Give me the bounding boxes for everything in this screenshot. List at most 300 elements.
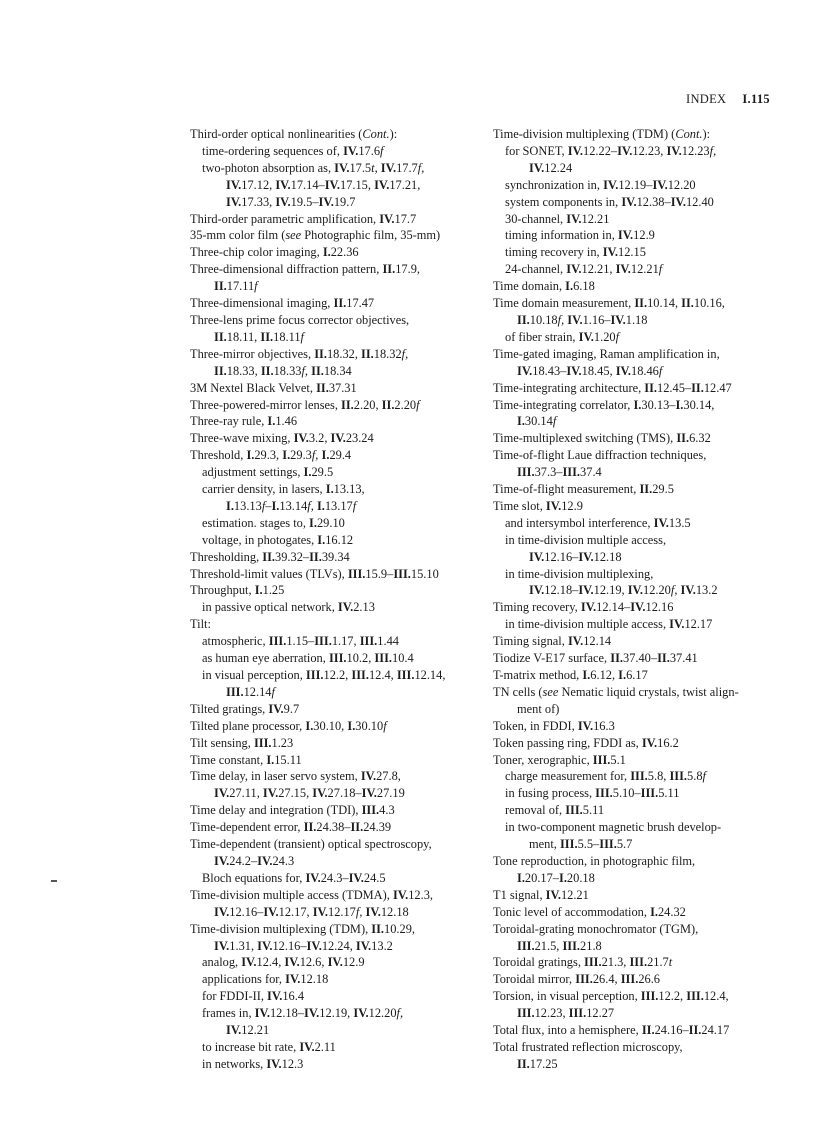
entry-text: Time-division multiplexing (TDM), xyxy=(190,921,372,936)
entry-text: 12.2, xyxy=(658,989,687,1004)
entry-text: 17.11 xyxy=(226,279,255,294)
entry-text: 24.39 xyxy=(363,820,392,835)
entry-text: frames in, xyxy=(202,1006,255,1021)
margin-mark xyxy=(51,880,57,882)
index-entry-line xyxy=(493,718,793,735)
entry-text: 12.3 xyxy=(281,1056,304,1071)
entry-text: 37.4 xyxy=(580,465,602,480)
entry-text: 17.7 xyxy=(394,211,417,226)
volume-ref: IV. xyxy=(566,211,582,226)
volume-ref: IV. xyxy=(284,955,300,970)
entry-text: 21.3, xyxy=(601,955,630,970)
entry-text: 2.20 xyxy=(394,397,417,412)
entry-text: for SONET, xyxy=(505,143,568,158)
entry-text: 10.2, xyxy=(346,651,375,666)
volume-ref: IV. xyxy=(578,549,594,564)
entry-text: 18.11 xyxy=(273,329,301,344)
entry-text: 27.11, xyxy=(229,786,263,801)
entry-text: Third-order parametric amplification, xyxy=(190,211,380,226)
entry-text: 29.5 xyxy=(652,482,674,497)
volume-ref: III. xyxy=(253,735,272,750)
entry-text: Time-of-flight measurement, xyxy=(493,482,640,497)
volume-ref: III. xyxy=(592,752,611,767)
entry-text: 21.5, xyxy=(534,938,563,953)
volume-ref: II. xyxy=(333,296,347,311)
entry-text: 12.47 xyxy=(703,380,732,395)
entry-text: Toroidal-grating monochromator (TGM), xyxy=(493,921,699,936)
index-entry-line xyxy=(493,667,793,684)
index-entry-line xyxy=(493,988,793,1005)
index-entry-line xyxy=(190,430,485,447)
entry-text: in visual perception, xyxy=(202,668,306,682)
volume-ref: IV. xyxy=(566,262,582,277)
entry-text: Bloch equations for, xyxy=(202,870,306,885)
entry-text: 12.14 xyxy=(583,634,612,649)
entry-text: 29.3 xyxy=(290,448,312,463)
entry-text: Tonic level of accommodation, xyxy=(493,904,651,919)
entry-text: 37.3– xyxy=(534,465,563,480)
entry-text: 27.8, xyxy=(376,769,401,784)
entry-text: 15.9– xyxy=(365,566,394,581)
volume-ref: IV. xyxy=(275,177,291,192)
index-entry-line xyxy=(190,701,485,718)
entry-text: 18.45, xyxy=(581,363,616,378)
volume-ref: IV. xyxy=(214,904,230,919)
entry-text: 12.19, xyxy=(593,583,628,598)
italic-text: f, xyxy=(396,1006,404,1021)
italic-text: f xyxy=(352,498,357,513)
index-entry-line xyxy=(493,684,793,701)
entry-text: Three-chip color imaging, xyxy=(190,245,323,260)
index-entry-line xyxy=(493,430,793,447)
volume-ref: IV. xyxy=(361,786,377,801)
entry-text: 1.18 xyxy=(625,312,648,327)
italic-text: f xyxy=(254,279,258,294)
index-entry-line xyxy=(493,938,793,955)
volume-ref: IV. xyxy=(254,1006,270,1021)
volume-ref: IV. xyxy=(615,363,631,378)
entry-text: in fusing process, xyxy=(505,786,596,801)
entry-text: 1.44 xyxy=(377,634,399,649)
index-entry-line xyxy=(190,549,485,566)
entry-text: Time-division multiplexing (TDM) ( xyxy=(493,127,676,141)
index-entry-line xyxy=(493,295,793,312)
entry-text: 18.43– xyxy=(532,363,567,378)
entry-text: Threshold-limit values (TLVs), xyxy=(190,566,348,581)
index-entry-line xyxy=(190,752,485,769)
entry-text: 12.20 xyxy=(667,177,696,192)
entry-text: in time-division multiple access, xyxy=(505,617,670,632)
volume-ref: I. xyxy=(226,498,234,513)
entry-text: 6.18 xyxy=(573,279,595,294)
entry-text: 17.47 xyxy=(346,296,375,311)
volume-ref: IV. xyxy=(617,228,634,243)
index-entry-line xyxy=(190,870,485,887)
volume-ref: II. xyxy=(382,262,396,277)
entry-text: Three-dimensional diffraction pattern, xyxy=(190,262,383,277)
entry-text: 13.2 xyxy=(371,938,393,953)
entry-text: 24.3– xyxy=(320,870,349,885)
entry-text: 29.3, xyxy=(254,448,283,463)
italic-text: f xyxy=(271,684,275,699)
entry-text: 20.18 xyxy=(566,870,595,885)
entry-text: in two-component magnetic brush develop- xyxy=(505,820,722,835)
volume-ref: II. xyxy=(350,820,364,835)
entry-text: Timing recovery, xyxy=(493,600,581,615)
entry-text: 17.7 xyxy=(396,160,418,175)
volume-ref: III. xyxy=(686,989,704,1004)
entry-text: 12.24 xyxy=(544,160,573,175)
entry-text: adjustment settings, xyxy=(202,465,304,480)
entry-text: 30.14, xyxy=(683,397,715,412)
entry-text: Nematic liquid crystals, twist align- xyxy=(558,684,739,699)
volume-ref: III. xyxy=(351,668,369,682)
entry-text: 24.5 xyxy=(363,870,386,885)
volume-ref: II. xyxy=(517,1056,530,1071)
volume-ref: IV. xyxy=(392,887,409,902)
index-entry-line xyxy=(493,397,793,414)
index-entry-line xyxy=(190,312,485,329)
entry-text: 26.6 xyxy=(638,972,660,987)
index-entry-line xyxy=(493,921,793,938)
volume-ref: III. xyxy=(517,1006,535,1021)
entry-text: 13.5 xyxy=(668,515,691,530)
volume-ref: IV. xyxy=(610,312,626,327)
entry-text: Throughput, xyxy=(190,583,255,598)
entry-text: 5.10– xyxy=(612,786,641,801)
volume-ref: IV. xyxy=(353,1006,369,1021)
volume-ref: II. xyxy=(691,380,704,395)
entry-text: 12.20 xyxy=(368,1006,397,1021)
entry-text: 24.2– xyxy=(229,853,258,868)
italic-text: f xyxy=(702,769,706,784)
entry-text: Tilted plane processor, xyxy=(190,718,306,733)
entry-text: 13.2 xyxy=(695,583,718,598)
italic-text: f, xyxy=(401,346,409,361)
volume-ref: IV. xyxy=(529,583,545,598)
entry-text: 17.21, xyxy=(389,177,421,192)
entry-text: synchronization in, xyxy=(505,177,604,192)
entry-text: Torsion, in visual perception, xyxy=(493,989,641,1004)
entry-text: 1.23 xyxy=(271,735,294,750)
italic-text: f, xyxy=(557,312,565,327)
italic-text: f xyxy=(300,329,304,344)
entry-text: ment of) xyxy=(517,701,560,716)
index-entry-line xyxy=(493,1056,793,1073)
volume-ref: I. xyxy=(650,904,658,919)
index-entry-line xyxy=(493,954,793,971)
index-entry-line xyxy=(493,836,793,853)
volume-ref: IV. xyxy=(262,786,279,801)
entry-text: 16.4 xyxy=(282,989,305,1004)
entry-text: 18.46 xyxy=(631,363,659,378)
volume-ref: I. xyxy=(618,668,627,682)
entry-text: 12.17 xyxy=(328,904,356,919)
entry-text: Total flux, into a hemisphere, xyxy=(493,1023,642,1038)
entry-text: 1.16– xyxy=(582,312,611,327)
volume-ref: IV. xyxy=(567,143,584,158)
index-entry-line xyxy=(190,126,485,143)
volume-ref: III. xyxy=(575,972,593,987)
index-entry-line xyxy=(493,701,793,718)
entry-text: Time slot, xyxy=(493,498,546,513)
entry-text: 12.40 xyxy=(685,194,714,209)
entry-text: 12.24, xyxy=(321,938,356,953)
volume-ref: IV. xyxy=(666,143,682,158)
entry-text: 37.41 xyxy=(669,651,698,666)
entry-text: 12.9 xyxy=(561,498,583,513)
index-entry-line xyxy=(190,397,485,414)
entry-text: 17.33, xyxy=(241,194,276,209)
entry-text: 6.12, xyxy=(590,668,619,682)
index-entry-line xyxy=(190,447,485,464)
entry-text: 30.14 xyxy=(524,414,553,429)
index-entry-line xyxy=(493,329,793,346)
entry-text: 17.9, xyxy=(395,262,420,277)
entry-text: 12.18 xyxy=(300,972,329,987)
italic-text: f, xyxy=(355,904,363,919)
volume-ref: IV. xyxy=(680,583,696,598)
volume-ref: IV. xyxy=(578,329,594,344)
entry-text: 10.14, xyxy=(647,296,682,311)
entry-text: 17.15, xyxy=(340,177,375,192)
entry-text: 10.16, xyxy=(693,296,725,311)
entry-text: 13.14 xyxy=(279,498,308,513)
index-entry-line xyxy=(493,261,793,278)
index-entry-line xyxy=(190,160,485,177)
volume-ref: I. xyxy=(246,448,255,463)
entry-text: 5.11 xyxy=(658,786,680,801)
volume-ref: I. xyxy=(675,397,684,412)
volume-ref: IV. xyxy=(360,769,377,784)
entry-text: 2.11 xyxy=(314,1039,336,1054)
index-entry-line xyxy=(190,938,485,955)
index-entry-line xyxy=(493,211,793,228)
volume-ref: II. xyxy=(639,482,653,497)
volume-ref: III. xyxy=(620,972,639,987)
volume-ref: II. xyxy=(681,296,694,311)
volume-ref: IV. xyxy=(365,904,381,919)
entry-text: 5.8 xyxy=(687,769,703,784)
entry-text: 12.23, xyxy=(632,143,667,158)
volume-ref: IV. xyxy=(580,600,597,615)
entry-text: time-ordering sequences of, xyxy=(202,143,344,158)
volume-ref: IV. xyxy=(617,143,633,158)
volume-ref: II. xyxy=(676,431,690,446)
index-entry-line xyxy=(190,143,485,160)
volume-ref: IV. xyxy=(214,853,230,868)
volume-ref: IV. xyxy=(517,363,533,378)
index-entry-line xyxy=(190,650,485,667)
entry-text: timing recovery in, xyxy=(505,245,603,260)
volume-ref: IV. xyxy=(652,177,668,192)
volume-ref: III. xyxy=(517,938,535,953)
entry-text: system components in, xyxy=(505,194,622,209)
entry-text: 18.32 xyxy=(373,346,402,361)
entry-text: 12.38– xyxy=(636,194,671,209)
volume-ref: I. xyxy=(317,532,326,547)
entry-text: of fiber strain, xyxy=(505,329,579,344)
entry-text: Toner, xerographic, xyxy=(493,752,593,767)
volume-ref: III. xyxy=(562,465,581,480)
entry-text: 22.36 xyxy=(330,245,359,260)
entry-text: 6.32 xyxy=(689,431,711,446)
entry-text: 12.19– xyxy=(618,177,653,192)
entry-text: 5.5– xyxy=(577,837,600,852)
volume-ref: IV. xyxy=(293,431,309,446)
entry-text: Time-dependent error, xyxy=(190,820,304,835)
volume-ref: IV. xyxy=(266,1056,282,1071)
entry-text: 12.20 xyxy=(643,583,671,598)
entry-text: 27.19 xyxy=(376,786,405,801)
index-entry-line xyxy=(190,768,485,785)
entry-text: 30.10, xyxy=(313,718,348,733)
volume-ref: IV. xyxy=(603,177,619,192)
entry-text: 30.10 xyxy=(355,718,384,733)
entry-text: analog, xyxy=(202,955,242,970)
volume-ref: II. xyxy=(634,296,648,311)
entry-text: 12.16– xyxy=(229,904,264,919)
entry-text: Time-multiplexed switching (TMS), xyxy=(493,431,677,446)
volume-ref: IV. xyxy=(374,177,390,192)
entry-text: 12.4, xyxy=(368,668,397,682)
index-entry-line xyxy=(493,447,793,464)
index-entry-line xyxy=(190,244,485,261)
index-entry-line xyxy=(190,464,485,481)
volume-ref: III. xyxy=(374,651,392,666)
volume-ref: IV. xyxy=(529,160,545,175)
entry-text: 23.24 xyxy=(345,431,374,446)
italic-text: f, xyxy=(301,363,309,378)
volume-ref: I. xyxy=(254,583,263,598)
italic-text: f xyxy=(658,363,663,378)
volume-ref: III. xyxy=(396,668,415,682)
entry-text: 1.46 xyxy=(275,414,298,429)
volume-ref: IV. xyxy=(627,583,643,598)
index-entry-line xyxy=(493,363,793,380)
volume-ref: III. xyxy=(629,955,648,970)
entry-text: Tilt sensing, xyxy=(190,735,254,750)
entry-text: 12.18 xyxy=(593,549,622,564)
entry-text: 39.34 xyxy=(321,549,350,564)
entry-text: ): xyxy=(389,127,398,141)
entry-text: 17.5 xyxy=(349,160,372,175)
entry-text: to increase bit rate, xyxy=(202,1039,300,1054)
entry-text: Time constant, xyxy=(190,752,267,767)
index-entry-line xyxy=(493,515,793,532)
index-entry-line xyxy=(493,143,793,160)
volume-ref: III. xyxy=(359,634,378,649)
entry-text: 10.4 xyxy=(392,651,414,666)
index-entry-line xyxy=(190,802,485,819)
volume-ref: IV. xyxy=(355,938,372,953)
entry-text: estimation. stages to, xyxy=(202,515,310,530)
volume-ref: III. xyxy=(361,803,380,818)
entry-text: , xyxy=(374,160,381,175)
entry-text: Third-order optical nonlinearities ( xyxy=(190,127,363,141)
entry-text: Time-of-flight Laue diffraction techniques, xyxy=(493,448,707,463)
volume-ref: III. xyxy=(314,634,332,649)
index-entry-line xyxy=(493,1039,793,1056)
volume-ref: I. xyxy=(305,718,314,733)
entry-text: voltage, in photogates, xyxy=(202,532,318,547)
entry-text: Toroidal mirror, xyxy=(493,972,576,987)
volume-ref: IV. xyxy=(348,870,364,885)
italic-text: f, xyxy=(307,498,314,513)
entry-text: 12.19, xyxy=(319,1006,354,1021)
volume-ref: IV. xyxy=(602,245,619,260)
volume-ref: IV. xyxy=(312,904,328,919)
entry-text: applications for, xyxy=(202,972,286,987)
volume-ref: IV. xyxy=(226,194,242,209)
italic-text: f, xyxy=(417,160,425,175)
italic-text: Cont. xyxy=(362,127,390,141)
volume-ref: I. xyxy=(267,414,276,429)
entry-text: 1.15– xyxy=(286,634,315,649)
entry-text: in passive optical network, xyxy=(202,600,338,615)
entry-text: 27.18– xyxy=(327,786,362,801)
index-entry-line xyxy=(493,819,793,836)
volume-ref: I. xyxy=(347,718,356,733)
volume-ref: II. xyxy=(309,549,322,564)
volume-ref: III. xyxy=(640,786,659,801)
volume-ref: I. xyxy=(309,515,317,530)
entry-text: 1.17, xyxy=(331,634,360,649)
entry-text: Toroidal gratings, xyxy=(493,955,585,970)
entry-text: 12.16– xyxy=(544,549,579,564)
volume-ref: IV. xyxy=(615,262,631,277)
entry-text: 12.45– xyxy=(657,380,692,395)
entry-text: Three-powered-mirror lenses, xyxy=(190,397,342,412)
entry-text: 12.16– xyxy=(272,938,307,953)
entry-text: for FDDI-II, xyxy=(202,989,268,1004)
index-entry-line xyxy=(190,1039,485,1056)
entry-text: 12.18– xyxy=(269,1006,305,1021)
index-entry-line xyxy=(493,549,793,566)
italic-text: Cont. xyxy=(675,127,703,141)
entry-text: 12.3, xyxy=(408,887,433,902)
index-entry-line xyxy=(190,819,485,836)
volume-ref: I. xyxy=(517,870,525,885)
index-entry-line xyxy=(190,836,485,853)
index-entry-line xyxy=(190,633,485,650)
entry-text: 5.8, xyxy=(647,769,670,784)
index-entry-line xyxy=(190,413,485,430)
index-entry-line xyxy=(190,329,485,346)
volume-ref: I. xyxy=(517,414,525,429)
entry-text: Token passing ring, FDDI as, xyxy=(493,735,642,750)
entry-text: 1.25 xyxy=(262,583,285,598)
entry-text: Threshold, xyxy=(190,448,247,463)
index-entry-line xyxy=(493,887,793,904)
index-entry-line xyxy=(190,887,485,904)
index-entry-line xyxy=(190,194,485,211)
entry-text: 12.23, xyxy=(534,1006,569,1021)
entry-text: 12.9 xyxy=(633,228,655,243)
index-entry-line xyxy=(493,870,793,887)
volume-ref: II. xyxy=(262,549,276,564)
entry-text: 37.31 xyxy=(328,380,357,395)
index-entry-line xyxy=(493,194,793,211)
volume-ref: III. xyxy=(393,566,411,581)
index-entry-line xyxy=(493,566,793,583)
volume-ref: IV. xyxy=(327,955,343,970)
volume-ref: IV. xyxy=(334,160,350,175)
entry-text: Time-dependent (transient) optical spectroscopy, xyxy=(190,837,432,852)
italic-text: f xyxy=(380,143,384,158)
volume-ref: IV. xyxy=(324,177,340,192)
volume-ref: II. xyxy=(260,363,274,378)
